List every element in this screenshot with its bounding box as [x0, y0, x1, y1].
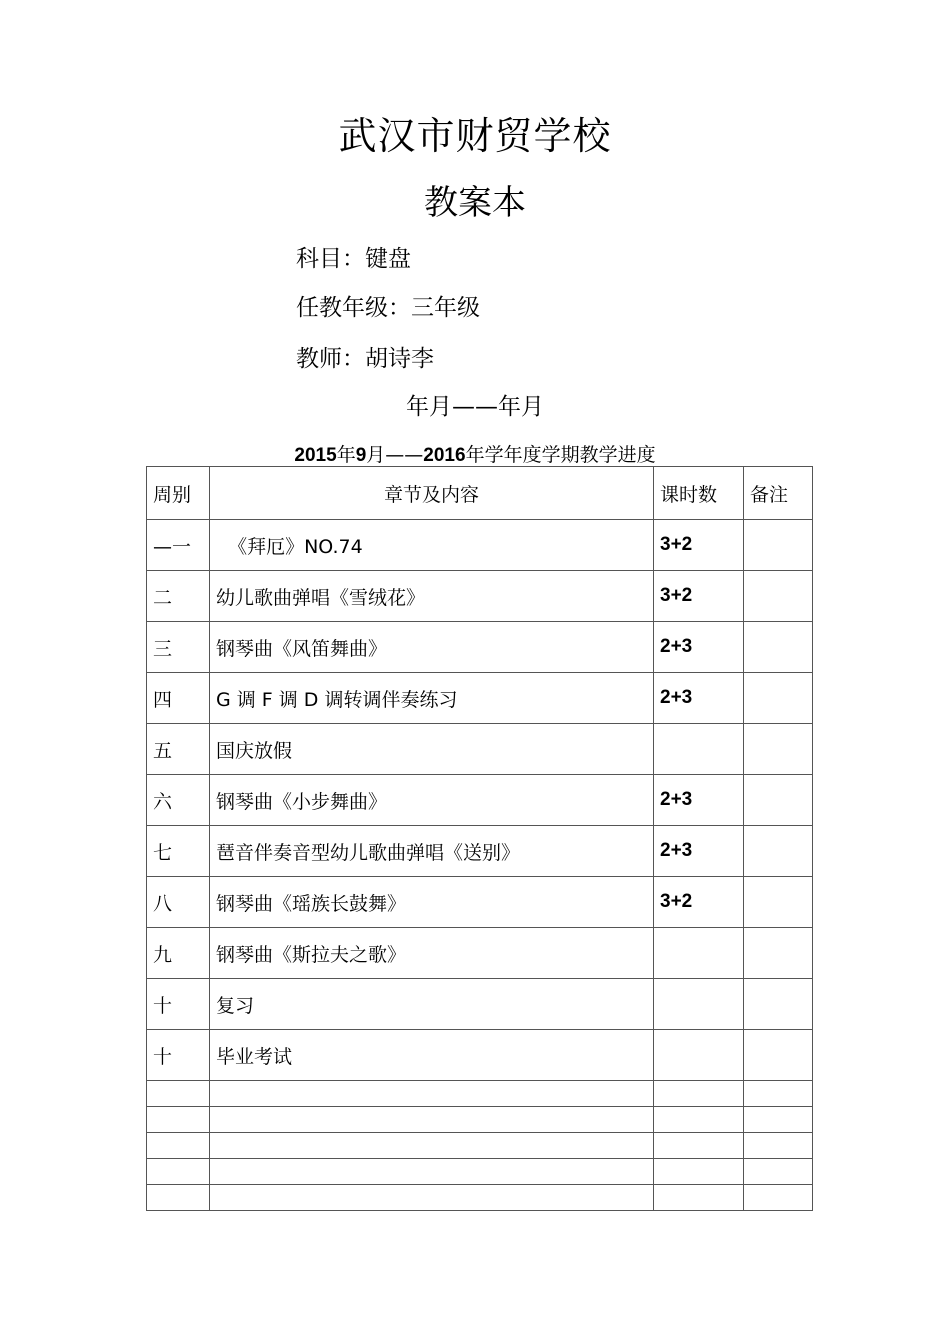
week-cell: 六: [147, 775, 210, 826]
hours-cell: 3+2: [654, 571, 744, 622]
blank-cell: [210, 1185, 654, 1211]
blank-row: [147, 1107, 813, 1133]
blank-cell: [744, 1159, 813, 1185]
blank-cell: [654, 1133, 744, 1159]
hours-cell: [654, 979, 744, 1030]
header-content: 章节及内容: [210, 467, 654, 520]
blank-cell: [654, 1081, 744, 1107]
week-cell: 五: [147, 724, 210, 775]
week-cell: 二: [147, 571, 210, 622]
hours-cell: 2+3: [654, 775, 744, 826]
content-cell: 复习: [210, 979, 654, 1030]
caption-text-1: 年: [336, 444, 356, 466]
teacher-line: 教师：胡诗李: [296, 346, 434, 372]
note-cell: [744, 1030, 813, 1081]
week-cell: 十: [147, 1030, 210, 1081]
table-row: [147, 571, 813, 622]
note-cell: [744, 928, 813, 979]
date-range: 年月——年月: [406, 394, 544, 420]
hours-cell: [654, 724, 744, 775]
week-cell: 十: [147, 979, 210, 1030]
note-cell: [744, 877, 813, 928]
note-cell: [744, 775, 813, 826]
school-name: 武汉市财贸学校: [338, 114, 612, 158]
blank-cell: [147, 1159, 210, 1185]
header-week: 周别: [147, 467, 210, 520]
table-header-row: [147, 467, 813, 520]
content-cell: 毕业考试: [210, 1030, 654, 1081]
subject-line: 科目：键盘: [296, 246, 411, 272]
note-cell: [744, 826, 813, 877]
blank-cell: [744, 1185, 813, 1211]
table-row: [147, 979, 813, 1030]
blank-cell: [210, 1159, 654, 1185]
caption-year-start: 2015: [294, 445, 337, 466]
hours-cell: [654, 1030, 744, 1081]
blank-row: [147, 1159, 813, 1185]
book-title: 教案本: [424, 183, 526, 223]
note-cell: [744, 520, 813, 571]
hours-cell: 3+2: [654, 877, 744, 928]
table-row: [147, 622, 813, 673]
hours-cell: [654, 928, 744, 979]
blank-cell: [210, 1081, 654, 1107]
hours-cell: 2+3: [654, 673, 744, 724]
content-cell: 钢琴曲《斯拉夫之歌》: [210, 928, 654, 979]
blank-row: [147, 1081, 813, 1107]
week-cell: 九: [147, 928, 210, 979]
note-cell: [744, 979, 813, 1030]
table-row: [147, 775, 813, 826]
blank-cell: [147, 1081, 210, 1107]
content-cell: 国庆放假: [210, 724, 654, 775]
blank-cell: [654, 1107, 744, 1133]
schedule-table: [146, 466, 813, 1211]
table-row: [147, 673, 813, 724]
blank-cell: [210, 1107, 654, 1133]
note-cell: [744, 673, 813, 724]
content-cell: G 调 F 调 D 调转调伴奏练习: [210, 673, 654, 724]
blank-cell: [210, 1133, 654, 1159]
table-row: [147, 877, 813, 928]
blank-cell: [744, 1133, 813, 1159]
blank-cell: [744, 1081, 813, 1107]
content-cell: 琶音伴奏音型幼儿歌曲弹唱《送别》: [210, 826, 654, 877]
header-hours: 课时数: [654, 467, 744, 520]
note-cell: [744, 724, 813, 775]
week-cell: 三: [147, 622, 210, 673]
note-cell: [744, 622, 813, 673]
table-row: [147, 1030, 813, 1081]
note-cell: [744, 571, 813, 622]
table-row: [147, 520, 813, 571]
week-cell: 七: [147, 826, 210, 877]
caption-text-2: 月——: [366, 444, 424, 466]
hours-cell: 2+3: [654, 622, 744, 673]
week-cell: —一: [147, 520, 210, 571]
table-row: [147, 724, 813, 775]
content-cell: 《拜厄》NO.74: [210, 520, 654, 571]
caption-year-end: 2016: [423, 445, 466, 466]
blank-cell: [654, 1159, 744, 1185]
caption-text-3: 年学年度学期教学进度: [465, 444, 656, 466]
table-row: [147, 928, 813, 979]
blank-cell: [147, 1185, 210, 1211]
blank-cell: [744, 1107, 813, 1133]
content-cell: 幼儿歌曲弹唱《雪绒花》: [210, 571, 654, 622]
content-cell: 钢琴曲《瑶族长鼓舞》: [210, 877, 654, 928]
hours-cell: 2+3: [654, 826, 744, 877]
hours-cell: 3+2: [654, 520, 744, 571]
table-row: [147, 826, 813, 877]
week-cell: 四: [147, 673, 210, 724]
caption-month: 9: [355, 445, 367, 466]
blank-row: [147, 1185, 813, 1211]
header-note: 备注: [744, 467, 813, 520]
content-cell: 钢琴曲《风笛舞曲》: [210, 622, 654, 673]
table-caption: [0, 440, 950, 467]
content-cell: 钢琴曲《小步舞曲》: [210, 775, 654, 826]
blank-row: [147, 1133, 813, 1159]
week-cell: 八: [147, 877, 210, 928]
blank-cell: [654, 1185, 744, 1211]
grade-line: 任教年级：三年级: [296, 295, 480, 321]
blank-cell: [147, 1133, 210, 1159]
schedule-body: [147, 467, 813, 1211]
blank-cell: [147, 1107, 210, 1133]
